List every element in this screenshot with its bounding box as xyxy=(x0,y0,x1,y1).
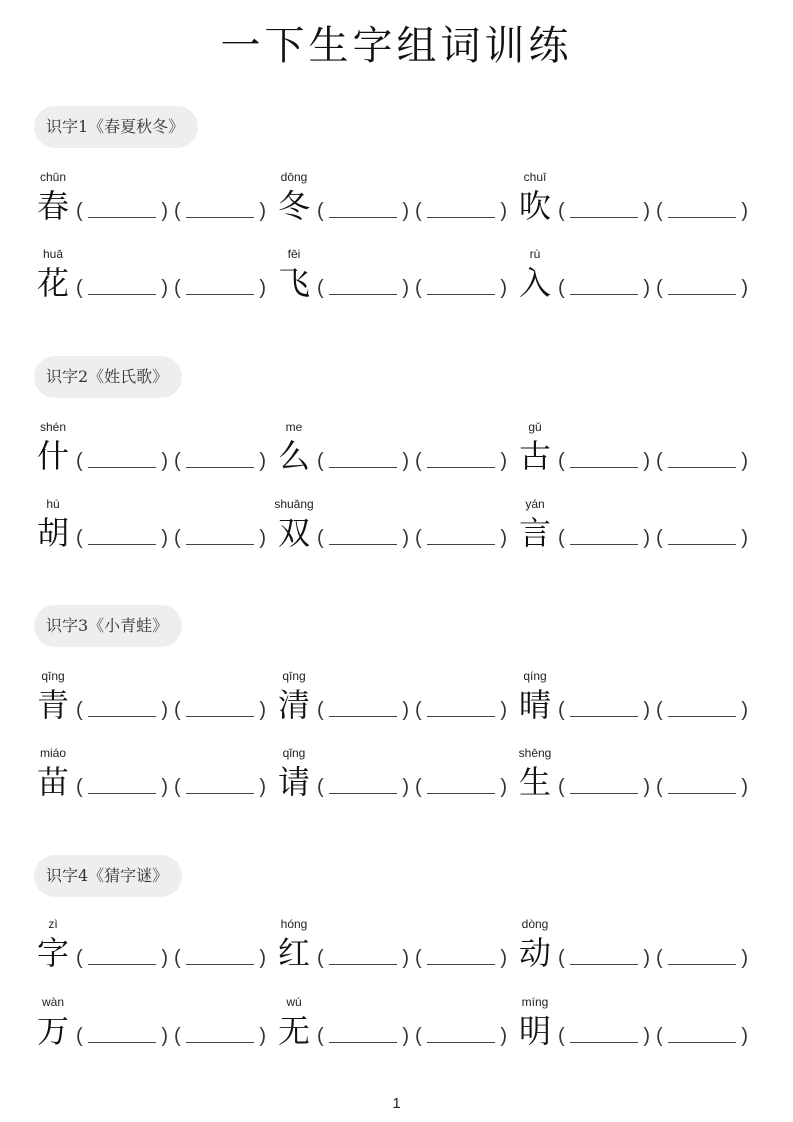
word-blank[interactable]: ( ) xyxy=(76,776,168,798)
pinyin: yán xyxy=(525,497,545,511)
word-blank[interactable]: ( ) xyxy=(76,947,168,969)
pinyin: wàn xyxy=(41,995,64,1009)
pinyin: qīng xyxy=(282,669,306,683)
word-blank[interactable]: ( ) xyxy=(415,200,507,222)
word-blank[interactable]: ( ) xyxy=(558,200,650,222)
pinyin: dōng xyxy=(280,170,308,184)
character: 么 xyxy=(277,437,310,475)
pinyin: shēng xyxy=(518,746,552,760)
character: 花 xyxy=(36,264,69,302)
word-blank[interactable]: ( ) xyxy=(174,277,266,299)
word-blank[interactable]: ( ) xyxy=(656,527,748,549)
character: 无 xyxy=(277,1012,310,1050)
section-header: 识字3《小青蛙》 xyxy=(34,605,182,647)
word-blank[interactable]: ( ) xyxy=(317,200,409,222)
word-row xyxy=(0,247,793,307)
character: 冬 xyxy=(277,187,310,225)
character: 胡 xyxy=(36,514,69,552)
pinyin: me xyxy=(285,420,303,434)
word-blank[interactable]: ( ) xyxy=(174,527,266,549)
character: 红 xyxy=(277,934,310,972)
word-blank[interactable]: ( ) xyxy=(317,776,409,798)
word-blank[interactable]: ( ) xyxy=(317,450,409,472)
word-blank[interactable]: ( ) xyxy=(415,450,507,472)
word-blank[interactable]: ( ) xyxy=(174,450,266,472)
word-blank[interactable]: ( ) xyxy=(317,1025,409,1047)
pinyin: zì xyxy=(48,917,58,931)
word-blank[interactable]: ( ) xyxy=(174,776,266,798)
word-blank[interactable]: ( ) xyxy=(317,527,409,549)
word-blank[interactable]: ( ) xyxy=(558,776,650,798)
character: 春 xyxy=(36,187,69,225)
word-blank[interactable]: ( ) xyxy=(415,1025,507,1047)
word-blank[interactable]: ( ) xyxy=(174,200,266,222)
word-blank[interactable]: ( ) xyxy=(415,947,507,969)
pinyin: shén xyxy=(39,420,67,434)
pinyin: qíng xyxy=(523,669,547,683)
word-blank[interactable]: ( ) xyxy=(415,699,507,721)
word-blank[interactable]: ( ) xyxy=(76,527,168,549)
word-blank[interactable]: ( ) xyxy=(656,1025,748,1047)
character: 请 xyxy=(277,763,310,801)
character: 字 xyxy=(36,934,69,972)
pinyin: dòng xyxy=(521,917,549,931)
word-blank[interactable]: ( ) xyxy=(317,947,409,969)
word-blank[interactable]: ( ) xyxy=(317,277,409,299)
pinyin: qǐng xyxy=(282,746,306,760)
word-blank[interactable]: ( ) xyxy=(656,200,748,222)
word-row xyxy=(0,746,793,806)
pinyin: hóng xyxy=(280,917,308,931)
word-blank[interactable]: ( ) xyxy=(558,947,650,969)
character: 吹 xyxy=(518,187,551,225)
character: 明 xyxy=(518,1012,551,1050)
pinyin: rù xyxy=(529,247,541,261)
word-blank[interactable]: ( ) xyxy=(415,776,507,798)
character: 飞 xyxy=(277,264,310,302)
word-blank[interactable]: ( ) xyxy=(317,699,409,721)
pinyin: chuī xyxy=(523,170,547,184)
character: 清 xyxy=(277,686,310,724)
word-blank[interactable]: ( ) xyxy=(76,1025,168,1047)
character: 晴 xyxy=(518,686,551,724)
word-row xyxy=(0,669,793,729)
pinyin: hú xyxy=(46,497,60,511)
page-title: 一下生字组词训练 xyxy=(220,23,573,69)
word-blank[interactable]: ( ) xyxy=(656,277,748,299)
character: 古 xyxy=(518,437,551,475)
character: 生 xyxy=(518,763,551,801)
word-blank[interactable]: ( ) xyxy=(415,527,507,549)
word-blank[interactable]: ( ) xyxy=(174,699,266,721)
pinyin: wú xyxy=(286,995,302,1009)
word-blank[interactable]: ( ) xyxy=(558,527,650,549)
word-blank[interactable]: ( ) xyxy=(656,947,748,969)
word-row xyxy=(0,420,793,480)
character: 入 xyxy=(518,264,551,302)
pinyin: gǔ xyxy=(528,420,542,434)
page-number: 1 xyxy=(392,1095,401,1112)
word-row xyxy=(0,170,793,230)
word-blank[interactable]: ( ) xyxy=(558,277,650,299)
section-header: 识字2《姓氏歌》 xyxy=(34,356,182,398)
word-blank[interactable]: ( ) xyxy=(76,450,168,472)
pinyin: miáo xyxy=(39,746,66,760)
pinyin: fēi xyxy=(287,247,301,261)
pinyin: huā xyxy=(42,247,64,261)
word-blank[interactable]: ( ) xyxy=(174,1025,266,1047)
word-blank[interactable]: ( ) xyxy=(174,947,266,969)
word-blank[interactable]: ( ) xyxy=(558,1025,650,1047)
pinyin: míng xyxy=(521,995,549,1009)
character: 言 xyxy=(518,514,551,552)
word-blank[interactable]: ( ) xyxy=(558,699,650,721)
pinyin: qīng xyxy=(41,669,65,683)
word-blank[interactable]: ( ) xyxy=(656,699,748,721)
word-blank[interactable]: ( ) xyxy=(415,277,507,299)
word-blank[interactable]: ( ) xyxy=(558,450,650,472)
character: 青 xyxy=(36,686,69,724)
word-row xyxy=(0,497,793,557)
character: 万 xyxy=(36,1012,69,1050)
word-blank[interactable]: ( ) xyxy=(656,776,748,798)
character: 双 xyxy=(277,514,310,552)
section-header: 识字1《春夏秋冬》 xyxy=(34,106,198,148)
character: 动 xyxy=(518,934,551,972)
word-blank[interactable]: ( ) xyxy=(76,277,168,299)
word-row xyxy=(0,995,793,1055)
word-blank[interactable]: ( ) xyxy=(76,699,168,721)
pinyin: chūn xyxy=(39,170,67,184)
word-blank[interactable]: ( ) xyxy=(76,200,168,222)
word-row xyxy=(0,917,793,977)
character: 苗 xyxy=(36,763,69,801)
section-header: 识字4《猜字谜》 xyxy=(34,855,182,897)
pinyin: shuāng xyxy=(274,497,314,511)
character: 什 xyxy=(36,437,69,475)
word-blank[interactable]: ( ) xyxy=(656,450,748,472)
